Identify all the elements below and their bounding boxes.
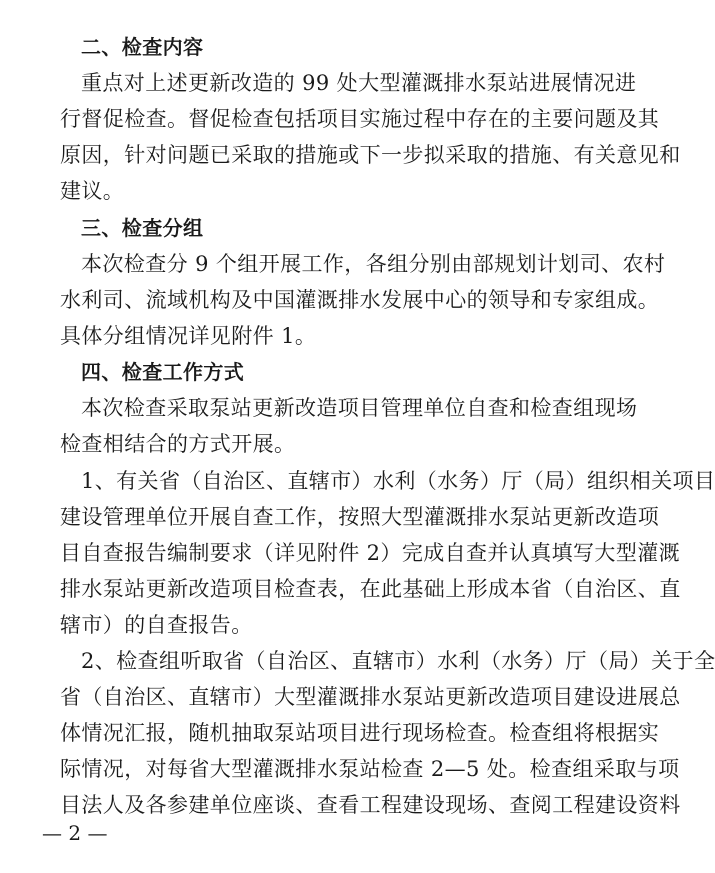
section-heading-content: 二、检查内容 <box>81 35 204 59</box>
paragraph-line: 本次检查采取泵站更新改造项目管理单位自查和检查组现场 <box>81 396 638 420</box>
paragraph-line: 行督促检查。督促检查包括项目实施过程中存在的主要问题及其 <box>60 107 660 131</box>
paragraph-line: 1、有关省（自治区、直辖市）水利（水务）厅（局）组织相关项目 <box>81 469 715 493</box>
paragraph-line: 检查相结合的方式开展。 <box>60 432 296 456</box>
paragraph-line: 具体分组情况详见附件 1。 <box>60 324 317 348</box>
paragraph-line: 本次检查分 9 个组开展工作，各组分别由部规划计划司、农村 <box>81 252 666 276</box>
page-number: — 2 — <box>42 821 108 845</box>
paragraph-line: 排水泵站更新改造项目检查表，在此基础上形成本省（自治区、直 <box>60 577 681 601</box>
paragraph-line: 体情况汇报，随机抽取泵站项目进行现场检查。检查组将根据实 <box>60 721 660 745</box>
paragraph-line: 际情况，对每省大型灌溉排水泵站检查 2—5 处。检查组采取与项 <box>60 757 680 781</box>
paragraph-line: 建议。 <box>60 179 125 203</box>
paragraph-line: 省（自治区、直辖市）大型灌溉排水泵站更新改造项目建设进展总 <box>60 685 681 709</box>
paragraph-line: 重点对上述更新改造的 99 处大型灌溉排水泵站进展情况进 <box>81 71 637 95</box>
paragraph-line: 建设管理单位开展自查工作，按照大型灌溉排水泵站更新改造项 <box>60 505 660 529</box>
section-heading-method: 四、检查工作方式 <box>81 360 245 384</box>
paragraph-line: 目自查报告编制要求（详见附件 2）完成自查并认真填写大型灌溉 <box>60 541 681 565</box>
paragraph-line: 水利司、流域机构及中国灌溉排水发展中心的领导和专家组成。 <box>60 288 660 312</box>
paragraph-line: 2、检查组听取省（自治区、直辖市）水利（水务）厅（局）关于全 <box>81 649 715 673</box>
paragraph-line: 目法人及各参建单位座谈、查看工程建设现场、查阅工程建设资料 <box>60 793 681 817</box>
paragraph-line: 原因，针对问题已采取的措施或下一步拟采取的措施、有关意见和 <box>60 143 681 167</box>
section-heading-grouping: 三、检查分组 <box>81 216 204 240</box>
paragraph-line: 辖市）的自查报告。 <box>60 613 253 637</box>
